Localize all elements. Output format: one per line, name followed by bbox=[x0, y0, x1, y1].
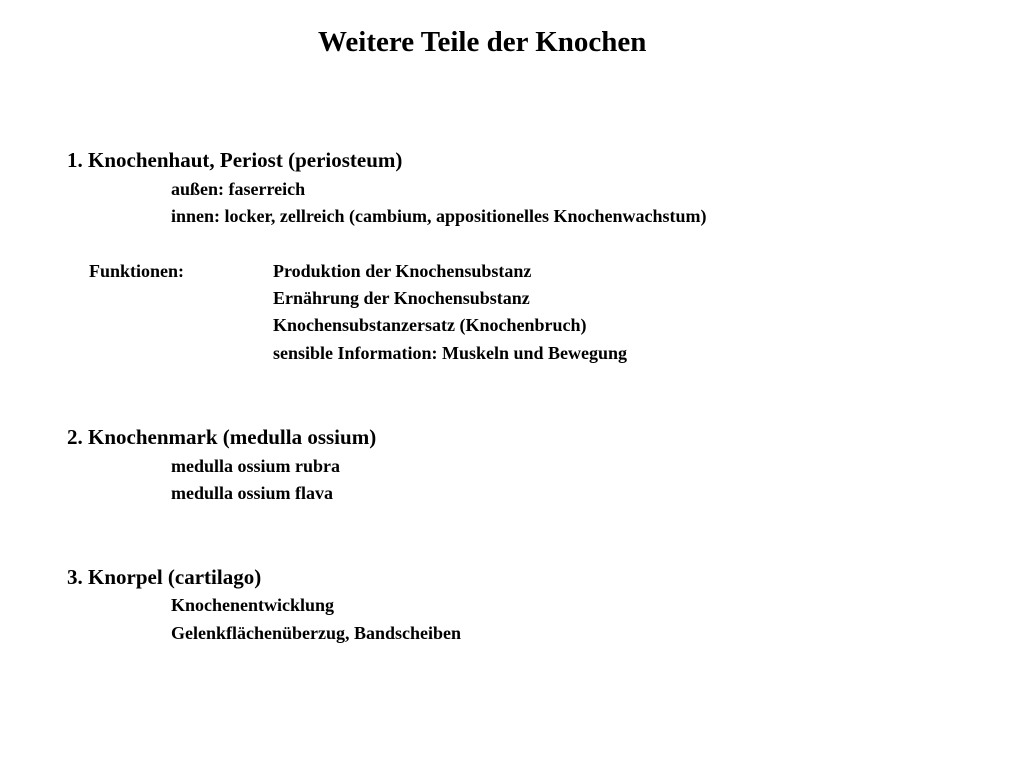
knorpel-item: Knochenentwicklung bbox=[171, 595, 335, 615]
section-heading-knorpel: 3. Knorpel (cartilago) bbox=[67, 565, 262, 589]
knochenmark-item: medulla ossium rubra bbox=[171, 456, 341, 476]
function-item: sensible Information: Muskeln und Bewegung bbox=[273, 343, 628, 363]
knorpel-item: Gelenkflächenüberzug, Bandscheiben bbox=[171, 623, 462, 643]
function-item: Ernährung der Knochensubstanz bbox=[273, 288, 530, 308]
function-item: Knochensubstanzersatz (Knochenbruch) bbox=[273, 315, 587, 335]
periost-item-outer: außen: faserreich bbox=[171, 179, 306, 199]
functions-label: Funktionen: bbox=[89, 261, 185, 281]
periost-item-inner: innen: locker, zellreich (cambium, appositionelles Knochenwachstum) bbox=[171, 206, 707, 226]
section-heading-knochenmark: 2. Knochenmark (medulla ossium) bbox=[67, 425, 377, 449]
knochenmark-item: medulla ossium flava bbox=[171, 483, 334, 503]
section-heading-periost: 1. Knochenhaut, Periost (periosteum) bbox=[67, 148, 403, 172]
page-title: Weitere Teile der Knochen bbox=[318, 26, 647, 58]
function-item: Produktion der Knochensubstanz bbox=[273, 261, 532, 281]
